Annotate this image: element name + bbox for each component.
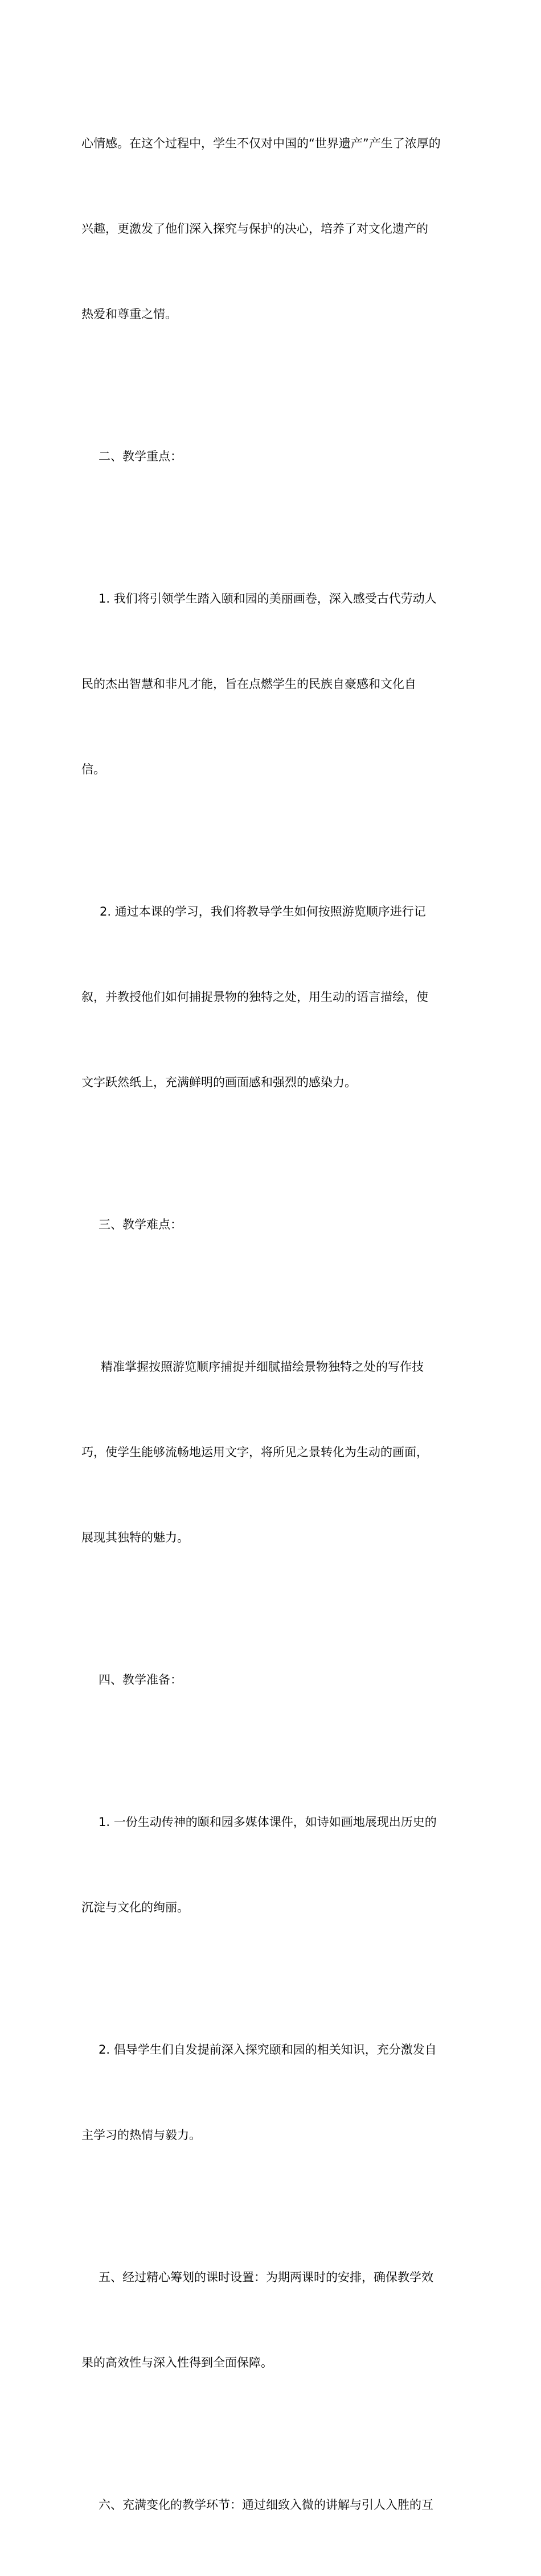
paragraph-preparation-item-1: [81, 1751, 460, 1979]
text-line: 果的高效性与深入性得到全面保障。: [81, 2356, 273, 2369]
paragraph-focus-item-1: [81, 527, 460, 840]
text-line: 文字跃然纸上，充满鲜明的画面感和强烈的感染力。: [81, 1075, 356, 1089]
text-line: 2. 倡导学生们自发提前深入探究颐和园的相关知识，充分激发自: [99, 2043, 437, 2056]
text-line: 1. 我们将引领学生踏入颐和园的美丽画卷，深入感受古代劳动人: [99, 592, 437, 605]
text-line: 2. 通过本课的学习，我们将教导学生如何按照游览顺序进行记: [100, 905, 426, 918]
paragraph-focus-item-2: [81, 840, 460, 1153]
text-line: 叙，并教授他们如何捕捉景物的独特之处，用生动的语言描绘，使: [81, 990, 428, 1004]
text-line: 兴趣，更激发了他们深入探究与保护的决心，培养了对文化遗产的: [81, 222, 428, 236]
text-line: 1. 一份生动传神的颐和园多媒体课件，如诗如画地展现出历史的: [99, 1815, 437, 1829]
section-heading-teaching-focus: [81, 385, 460, 527]
paragraph-class-hours: [81, 2206, 460, 2434]
text-line: 六、充满变化的教学环节：通过细致入微的讲解与引人入胜的互: [99, 2498, 433, 2512]
text-line: 主学习的热情与毅力。: [81, 2128, 201, 2142]
paragraph-teaching-process: [81, 2434, 460, 2576]
heading-line: 四、教学准备：: [99, 1673, 182, 1687]
text-line: 热爱和尊重之情。: [81, 307, 177, 321]
section-heading-teaching-difficulty: [81, 1153, 460, 1296]
paragraph-intro-continuation: [81, 72, 460, 385]
heading-line: 三、教学难点：: [99, 1218, 182, 1231]
text-line: 心情感。在这个过程中，学生不仅对中国的“世界遗产”产生了浓厚的: [81, 137, 441, 150]
text-line: 信。: [81, 763, 105, 776]
text-line: 展现其独特的魅力。: [81, 1531, 189, 1544]
paragraph-difficulty: [81, 1296, 460, 1609]
text-line: 巧，使学生能够流畅地运用文字，将所见之景转化为生动的画面，: [81, 1445, 428, 1459]
text-line: 精准掌握按照游览顺序捕捉并细腻描绘景物独特之处的写作技: [101, 1360, 424, 1374]
text-line: 民的杰出智慧和非凡才能，旨在点燃学生的民族自豪感和文化自: [81, 677, 416, 691]
paragraph-preparation-item-2: [81, 1979, 460, 2206]
document-body: [81, 72, 460, 2576]
text-line: 沉淀与文化的绚丽。: [81, 1901, 189, 1914]
text-line: 五、经过精心筹划的课时设置：为期两课时的安排，确保教学效: [99, 2270, 433, 2284]
section-heading-teaching-preparation: [81, 1609, 460, 1751]
heading-line: 二、教学重点：: [99, 450, 182, 463]
